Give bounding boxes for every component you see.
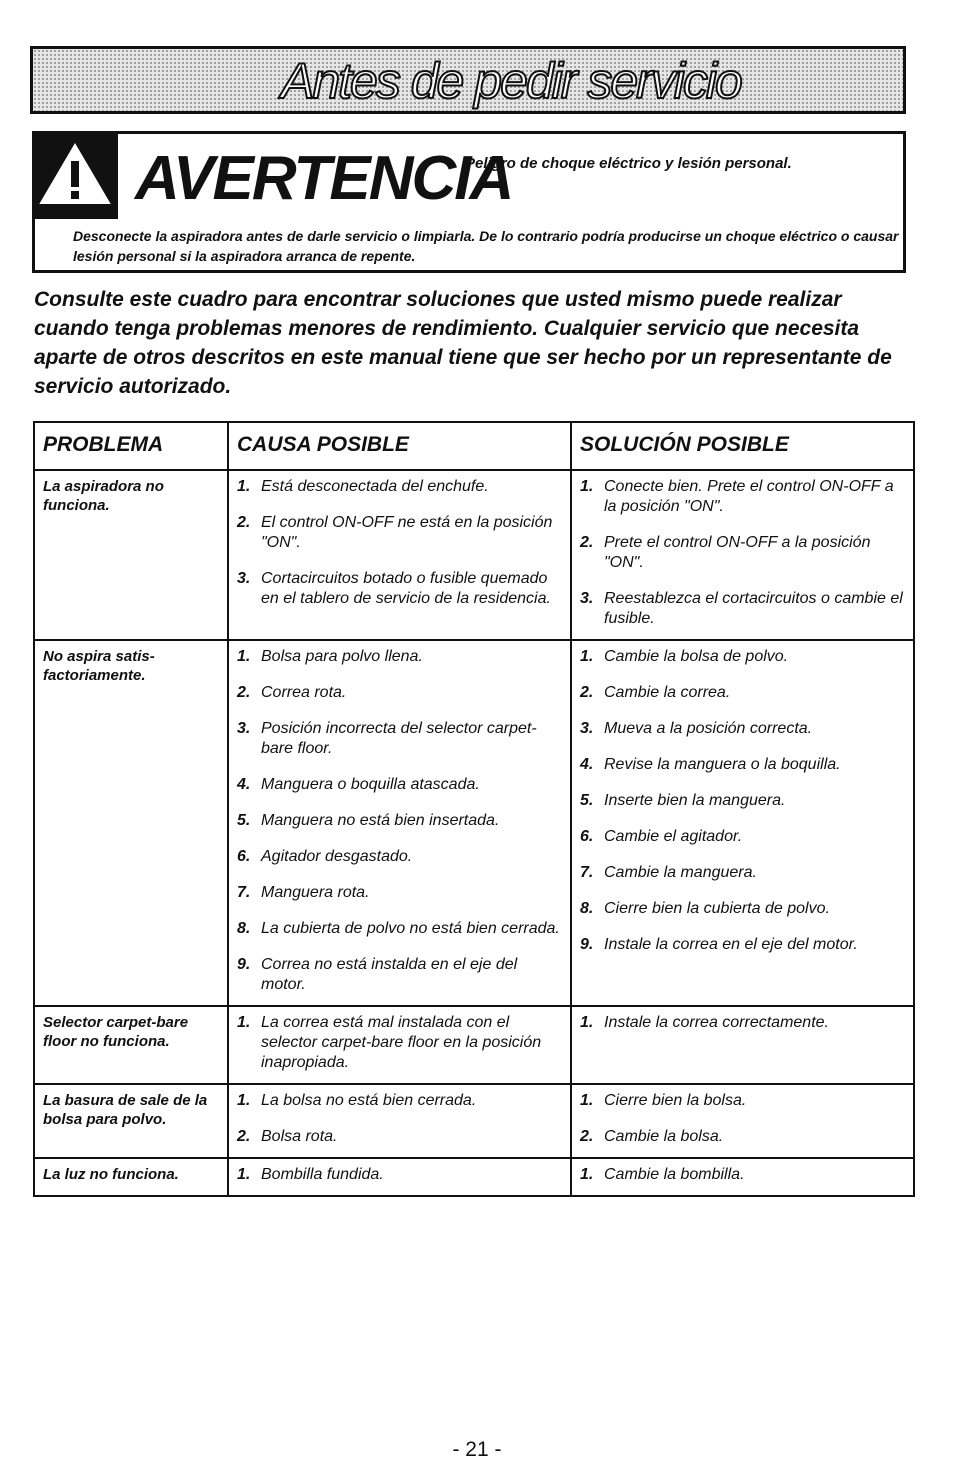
solution-text: Conecte bien. Prete el control ON-OFF a la posición "ON". bbox=[604, 478, 894, 515]
solution-text: Inserte bien la manguera. bbox=[604, 792, 786, 809]
solution-text: Cambie la bombilla. bbox=[604, 1166, 745, 1183]
solution-item bbox=[580, 863, 905, 883]
item-number: 7. bbox=[580, 864, 594, 881]
solution-item bbox=[580, 1013, 905, 1033]
solution-item bbox=[580, 755, 905, 775]
column-header-solution: SOLUCIÓN POSIBLE bbox=[571, 422, 914, 470]
solution-cell bbox=[571, 470, 914, 640]
problem-label: No aspira satis-factoriamente. bbox=[43, 648, 155, 684]
cause-item bbox=[237, 883, 562, 903]
item-number: 1. bbox=[580, 478, 594, 495]
item-number: 6. bbox=[237, 848, 251, 865]
solution-text: Cambie la bolsa. bbox=[604, 1128, 724, 1145]
cause-item bbox=[237, 569, 562, 609]
item-number: 9. bbox=[580, 936, 594, 953]
item-number: 2. bbox=[237, 1128, 251, 1145]
item-number: 5. bbox=[580, 792, 594, 809]
problem-cell bbox=[34, 640, 228, 1006]
item-number: 1. bbox=[580, 1014, 594, 1031]
item-number: 9. bbox=[237, 956, 251, 973]
cause-cell bbox=[228, 470, 571, 640]
solution-item bbox=[580, 683, 905, 703]
page-title: Antes de pedir servicio bbox=[281, 53, 741, 109]
cause-item bbox=[237, 1091, 562, 1111]
cause-text: La cubierta de polvo no está bien cerrada. bbox=[261, 920, 560, 937]
solution-text: Cambie la manguera. bbox=[604, 864, 757, 881]
cause-item bbox=[237, 811, 562, 831]
solution-text: Reestablezca el cortacircuitos o cambie el fusible. bbox=[604, 590, 903, 627]
item-number: 3. bbox=[237, 720, 251, 737]
cause-item bbox=[237, 1013, 562, 1073]
problem-cell bbox=[34, 1006, 228, 1084]
solution-text: Cambie el agitador. bbox=[604, 828, 743, 845]
solution-item bbox=[580, 589, 905, 629]
intro-paragraph: Consulte este cuadro para encontrar soluciones que usted mismo puede realizar cuando tenga problemas menores de rendimiento. Cualquier servicio que necesita aparte de otros descritos en este manual tiene que ser hecho por un representante de servicio autorizado. bbox=[34, 288, 892, 398]
cause-text: Manguera no está bien insertada. bbox=[261, 812, 500, 829]
cause-text: Manguera rota. bbox=[261, 884, 370, 901]
cause-item bbox=[237, 647, 562, 667]
cause-text: Está desconectada del enchufe. bbox=[261, 478, 489, 495]
warning-heading: AVERTENCIA bbox=[135, 144, 513, 213]
solution-item bbox=[580, 827, 905, 847]
cause-item bbox=[237, 683, 562, 703]
solution-item bbox=[580, 935, 905, 955]
problem-label: La luz no funciona. bbox=[43, 1166, 179, 1183]
solution-text: Revise la manguera o la boquilla. bbox=[604, 756, 841, 773]
cause-item bbox=[237, 477, 562, 497]
item-number: 1. bbox=[580, 1092, 594, 1109]
solution-cell bbox=[571, 1084, 914, 1158]
cause-item bbox=[237, 1165, 562, 1185]
problem-label: La basura de sale de la bolsa para polvo. bbox=[43, 1092, 208, 1128]
item-number: 2. bbox=[237, 514, 251, 531]
cause-text: La bolsa no está bien cerrada. bbox=[261, 1092, 477, 1109]
table-row bbox=[34, 470, 914, 640]
troubleshooting-table bbox=[33, 421, 915, 1197]
solution-text: Instale la correa correctamente. bbox=[604, 1014, 829, 1031]
solution-text: Cambie la bolsa de polvo. bbox=[604, 648, 789, 665]
solution-item bbox=[580, 791, 905, 811]
cause-cell bbox=[228, 1084, 571, 1158]
problem-cell bbox=[34, 1084, 228, 1158]
item-number: 2. bbox=[237, 684, 251, 701]
column-header-problem: PROBLEMA bbox=[34, 422, 228, 470]
solution-cell bbox=[571, 1158, 914, 1196]
item-number: 7. bbox=[237, 884, 251, 901]
solution-item bbox=[580, 477, 905, 517]
cause-cell bbox=[228, 640, 571, 1006]
cause-item bbox=[237, 1127, 562, 1147]
cause-cell bbox=[228, 1006, 571, 1084]
item-number: 1. bbox=[237, 478, 251, 495]
problem-label: La aspiradora no funciona. bbox=[43, 478, 164, 514]
item-number: 3. bbox=[580, 590, 594, 607]
page-number: - 21 - bbox=[452, 1438, 502, 1461]
problem-cell bbox=[34, 1158, 228, 1196]
solution-item bbox=[580, 899, 905, 919]
column-header-cause: CAUSA POSIBLE bbox=[228, 422, 571, 470]
warning-body: Desconecte la aspiradora antes de darle servicio o limpiarla. De lo contrario podría producirse un choque eléctrico o causar lesión personal si la aspiradora arranca de repente. bbox=[73, 228, 899, 264]
item-number: 1. bbox=[580, 648, 594, 665]
cause-text: Manguera o boquilla atascada. bbox=[261, 776, 480, 793]
table-header-row bbox=[34, 422, 914, 470]
item-number: 4. bbox=[237, 776, 251, 793]
cause-text: Posición incorrecta del selector carpet-bare floor. bbox=[261, 720, 537, 757]
item-number: 3. bbox=[580, 720, 594, 737]
item-number: 2. bbox=[580, 534, 594, 551]
item-number: 1. bbox=[237, 1166, 251, 1183]
item-number: 8. bbox=[237, 920, 251, 937]
cause-text: Bolsa para polvo llena. bbox=[261, 648, 423, 665]
cause-text: Correa rota. bbox=[261, 684, 347, 701]
cause-item bbox=[237, 955, 562, 995]
cause-text: Agitador desgastado. bbox=[261, 848, 413, 865]
cause-item bbox=[237, 513, 562, 553]
solution-item bbox=[580, 647, 905, 667]
table-row bbox=[34, 1006, 914, 1084]
warning-icon-block bbox=[32, 131, 118, 219]
item-number: 3. bbox=[237, 570, 251, 587]
cause-text: La correa está mal instalada con el selector carpet-bare floor en la posición inapropiada. bbox=[261, 1014, 542, 1071]
solution-item bbox=[580, 1165, 905, 1185]
cause-text: Cortacircuitos botado o fusible quemado en el tablero de servicio de la residencia. bbox=[261, 570, 551, 607]
solution-cell bbox=[571, 1006, 914, 1084]
cause-text: Bolsa rota. bbox=[261, 1128, 338, 1145]
cause-text: Correa no está instalda en el eje del motor. bbox=[261, 956, 518, 993]
problem-cell bbox=[34, 470, 228, 640]
solution-text: Cierre bien la bolsa. bbox=[604, 1092, 747, 1109]
table-row bbox=[34, 1084, 914, 1158]
item-number: 5. bbox=[237, 812, 251, 829]
solution-item bbox=[580, 719, 905, 739]
cause-item bbox=[237, 919, 562, 939]
cause-text: Bombilla fundida. bbox=[261, 1166, 384, 1183]
problem-label: Selector carpet-bare floor no funciona. bbox=[43, 1014, 189, 1050]
item-number: 1. bbox=[580, 1166, 594, 1183]
solution-item bbox=[580, 1127, 905, 1147]
item-number: 2. bbox=[580, 684, 594, 701]
cause-text: El control ON-OFF ne está en la posición "ON". bbox=[261, 514, 553, 551]
title-band bbox=[30, 46, 906, 114]
cause-cell bbox=[228, 1158, 571, 1196]
solution-text: Mueva a la posición correcta. bbox=[604, 720, 813, 737]
item-number: 4. bbox=[580, 756, 594, 773]
item-number: 6. bbox=[580, 828, 594, 845]
solution-text: Cierre bien la cubierta de polvo. bbox=[604, 900, 830, 917]
item-number: 8. bbox=[580, 900, 594, 917]
cause-item bbox=[237, 775, 562, 795]
solution-text: Prete el control ON-OFF a la posición "ON". bbox=[604, 534, 871, 571]
cause-item bbox=[237, 719, 562, 759]
item-number: 1. bbox=[237, 1092, 251, 1109]
item-number: 1. bbox=[237, 1014, 251, 1031]
item-number: 2. bbox=[580, 1128, 594, 1145]
solution-item bbox=[580, 533, 905, 573]
warning-box bbox=[32, 131, 906, 273]
solution-cell bbox=[571, 640, 914, 1006]
cause-item bbox=[237, 847, 562, 867]
table-body bbox=[34, 470, 914, 1196]
solution-item bbox=[580, 1091, 905, 1111]
table-row bbox=[34, 640, 914, 1006]
solution-text: Instale la correa en el eje del motor. bbox=[604, 936, 858, 953]
solution-text: Cambie la correa. bbox=[604, 684, 731, 701]
table-row bbox=[34, 1158, 914, 1196]
warning-triangle-icon bbox=[38, 141, 112, 207]
warning-subtitle: Peligro de choque eléctrico y lesión personal. bbox=[465, 155, 792, 172]
item-number: 1. bbox=[237, 648, 251, 665]
